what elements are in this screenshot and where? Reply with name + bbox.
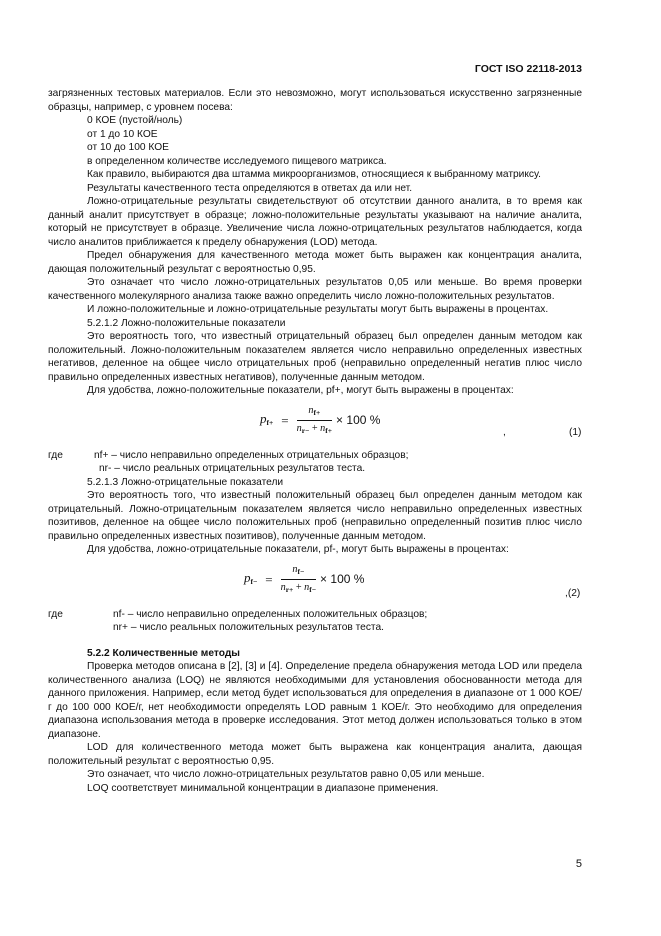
paragraph: Это вероятность того, что известный положительный образец был определен данным методом как отрицательный. Ложно-отрицательным показателем является число неправильно определенных известных позитивов, деленное на общее число положительных проб (неправильно определенный позитив плюс число правильно определенных известных позитивов), полученные данным методом. — [48, 490, 582, 542]
paragraph: Для удобства, ложно-отрицательные показатели, pf-, могут быть выражены в процентах: — [87, 544, 509, 555]
formula-multiplier: × 100 % — [336, 412, 381, 427]
paragraph: Это означает что число ложно-отрицательных результатов 0,05 или меньше. Во время проверки качественного молекулярного анализа также важно определить число ложно-положительных результатов. — [48, 277, 582, 302]
paragraph: Для удобства, ложно-положительные показатели, pf+, могут быть выражены в процентах: — [87, 385, 514, 396]
section-heading-text: 5.2.2 Количественные методы — [87, 647, 240, 659]
formula-lhs: $p_{f-}$ — [244, 569, 258, 586]
definitions-block — [48, 449, 582, 476]
equation-number: ,(2) — [565, 587, 581, 599]
definitions-block — [48, 608, 582, 635]
list-item: в определенном количестве исследуемого пищевого матрикса. — [87, 155, 387, 167]
paragraph: Это вероятность того, что известный отрицательный образец был определен данным методом как положительный. Ложно-положительным показателем является число неправильно определенных известных негативов, деленное на общее число отрицательных проб (неправильно определенный негатив плюс число правильно определенных известных негативов), полученные данным методом. — [48, 331, 582, 383]
document-body — [48, 87, 582, 795]
formula-numerator: $n_{f-}$ — [281, 563, 316, 581]
list-item: 0 КОЕ (пустой/ноль) — [87, 115, 183, 126]
definition-item: nf- – число неправильно определенных положительных образцов; — [113, 608, 428, 620]
section-heading — [48, 647, 582, 661]
section-heading: 5.2.1.2 Ложно-положительные показатели — [87, 317, 286, 329]
page-number: 5 — [575, 858, 582, 870]
formula-equals: = — [265, 571, 273, 587]
formula-denominator: $n_{r+} + n_{f-}$ — [280, 582, 317, 594]
equation-number: (1) — [569, 426, 582, 438]
list-item: от 10 до 100 КОЕ — [87, 142, 169, 153]
section-heading: 5.2.1.3 Ложно-отрицательные показатели — [87, 476, 284, 488]
formula-equals: = — [281, 412, 289, 428]
formula-multiplier: × 100 % — [320, 571, 365, 586]
formula-lhs: $p_{f+}$ — [260, 410, 274, 427]
paragraph: Результаты качественного теста определяются в ответах да или нет. — [87, 182, 413, 194]
formula-numerator: $n_{f+}$ — [297, 404, 332, 422]
paragraph: Предел обнаружения для качественного метода может быть выражен как концентрация аналита, дающая положительный результат с вероятностью 0,95. — [48, 250, 582, 275]
paragraph: LOD для количественного метода может быть выражена как концентрация аналита, дающая положительный результат с вероятностью 0,95. — [48, 742, 582, 767]
paragraph: Как правило, выбираются два штамма микроорганизмов, относящиеся к выбранному матриксу. — [87, 169, 541, 180]
document-header: ГОСТ ISO 22118-2013 — [474, 63, 582, 75]
definition-item: nr+ – число реальных положительных результатов теста. — [113, 622, 384, 633]
formula-false-negative — [48, 563, 582, 603]
definition-item: nr- – число реальных отрицательных результатов теста. — [99, 463, 366, 474]
definition-item: nf+ – число неправильно определенных отрицательных образцов; — [94, 449, 409, 461]
paragraph: Проверка методов описана в [2], [3] и [4]. Определение предела обнаружения метода LOD или предела количественного анализа (LOQ) не являются необходимыми для установления обоснованности метода для данного приложения. Например, если метод будет использоваться для определения в диапазоне от 1 000 КОЕ/г до 100 000 КОЕ/г, нет необходимости определять LOD равным 1 КОЕ/г. Это необходимо для определения диапазона использования метода в проверке исследования. Этот метод должен использоваться только в этом диапазоне. — [48, 661, 582, 740]
where-label: где — [48, 449, 63, 461]
paragraph: И ложно-положительные и ложно-отрицательные результаты могут быть выражены в процентах. — [87, 304, 549, 315]
paragraph: LOQ соответствует минимальной концентрации в диапазоне применения. — [87, 782, 439, 794]
formula-fraction — [281, 563, 316, 597]
formula-comma: , — [503, 426, 506, 438]
where-label: где — [48, 608, 63, 620]
formula-fraction — [297, 404, 332, 438]
formula-denominator: $n_{r-} + n_{f+}$ — [296, 423, 333, 435]
paragraph: Это означает, что число ложно-отрицательных результатов равно 0,05 или меньше. — [87, 769, 485, 780]
list-item: от 1 до 10 КОЕ — [87, 128, 158, 140]
formula-false-positive — [48, 404, 582, 444]
paragraph: Ложно-отрицательные результаты свидетельствуют об отсутствии данного аналита, в то время как данный аналит присутствует в образце; ложно-положительные результаты указывают на наличие аналита, который не присутствует в образце. Увеличение числа ложно-отрицательных результатов наблюдается, когда число аналитов приближается к пределу обнаружения (LOD) метода. — [48, 196, 582, 248]
paragraph: загрязненных тестовых материалов. Если это невозможно, могут использоваться искусственно загрязненные образцы, например, с уровнем посева: — [48, 88, 582, 113]
